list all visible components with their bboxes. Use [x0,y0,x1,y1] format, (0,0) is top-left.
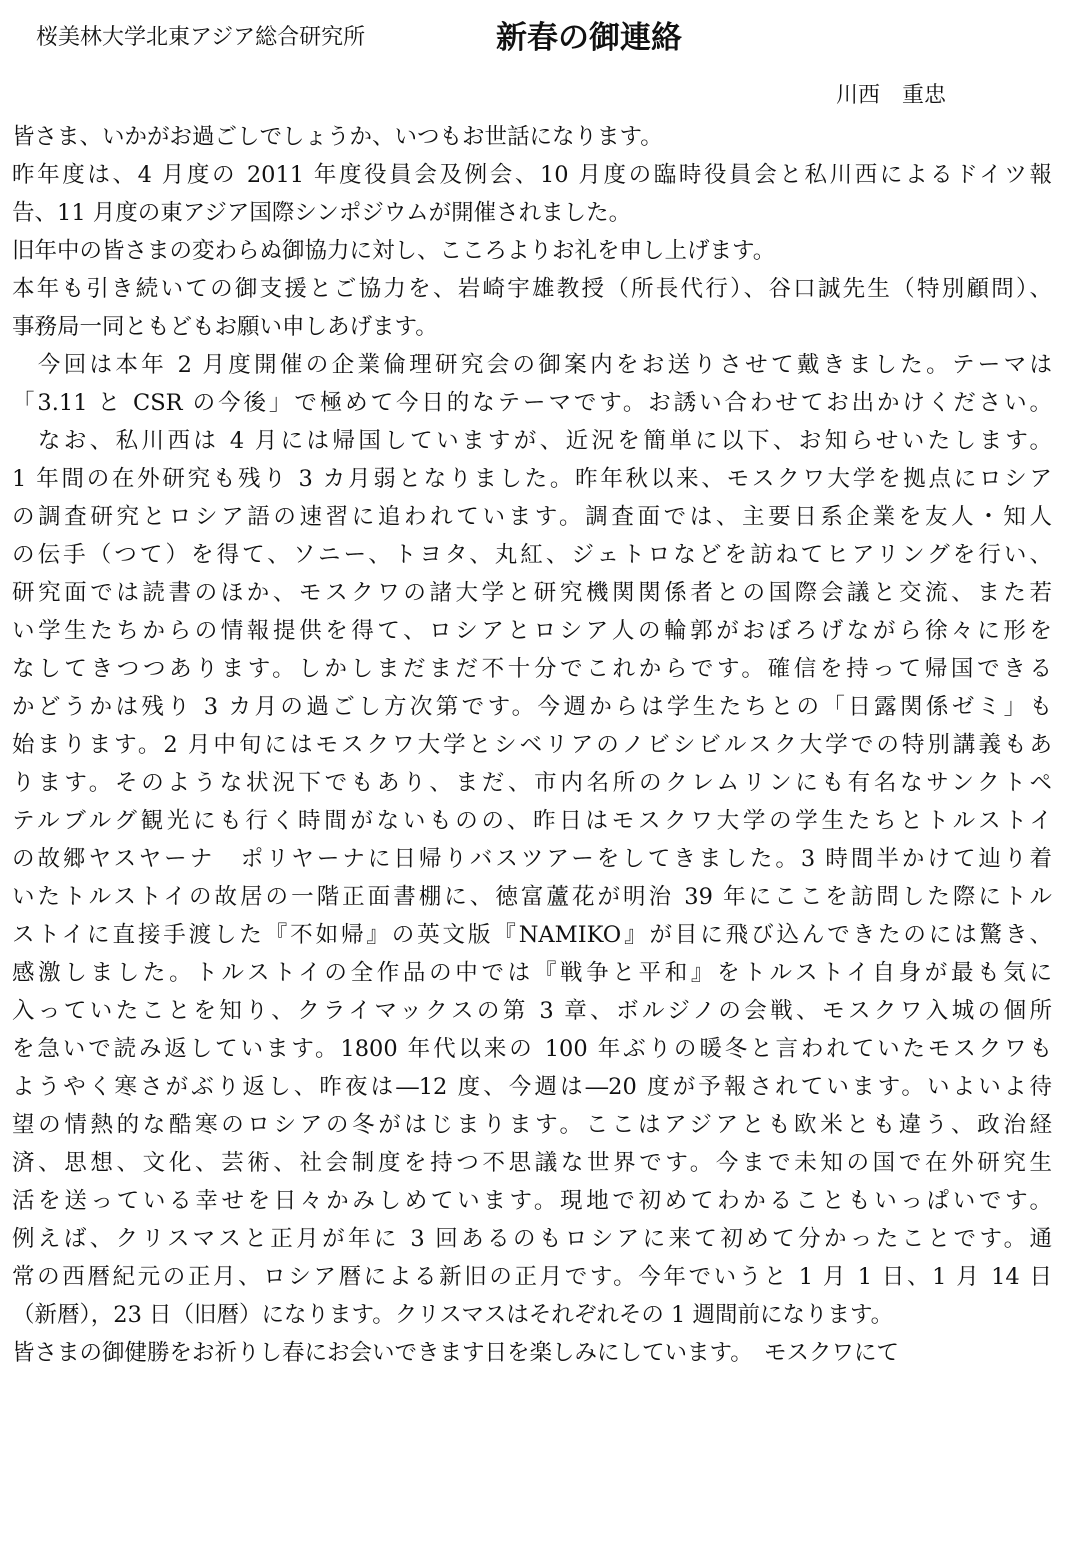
body-text-line: （新暦），23 日（旧暦）になります。クリスマスはそれぞれその 1 週間前になります。 [12,1302,894,1328]
author-name: 川西 重忠 [836,83,947,108]
body-text-line: 昨年度は、4 月度の 2011 年度役員会及例会、10 月度の臨時役員会と私川西によるドイツ報 [12,162,1052,188]
body-text-line: 感激しました。トルストイの全作品の中では『戦争と平和』をトルストイ自身が最も気に [12,960,1052,986]
body-text-line: 旧年中の皆さまの変わらぬ御協力に対し、こころよりお礼を申し上げます。 [12,238,776,264]
body-text-line: 研究面では読書のほか、モスクワの諸大学と研究機関関係者との国際会議と交流、また若 [12,580,1052,606]
body-text-line: 皆さまの御健勝をお祈りし春にお会いできます日を楽しみにしています。 モスクワにて [12,1340,899,1366]
document-body [12,118,1052,1372]
body-text-line: 今回は本年 2 月度開催の企業倫理研究会の御案内をお送りさせて戴きました。テーマは [12,352,1052,378]
body-text-line: テルブルグ観光にも行く時間がないものの、昨日はモスクワ大学の学生たちとトルストイ [12,808,1052,834]
body-text-line: ります。そのような状況下でもあり、まだ、市内名所のクレムリンにも有名なサンクトペ [12,770,1052,796]
body-text-line: 済、思想、文化、芸術、社会制度を持つ不思議な世界です。今まで未知の国で在外研究生 [12,1150,1052,1176]
body-text-line: 常の西暦紀元の正月、ロシア暦による新旧の正月です。今年でいうと 1 月 1 日、1 月 14 日 [12,1264,1052,1290]
body-text-line: ようやく寒さがぶり返し、昨夜は―12 度、今週は―20 度が予報されています。いよいよ待 [12,1074,1052,1100]
body-text-line: なお、私川西は 4 月には帰国していますが、近況を簡単に以下、お知らせいたします。 [12,428,1052,454]
body-text-line: 「3.11 と CSR の今後」で極めて今日的なテーマです。お誘い合わせてお出かけください。 [12,390,1052,416]
body-text-line: 事務局一同ともどもお願い申しあげます。 [12,314,438,340]
body-text-line: の調査研究とロシア語の速習に追われています。調査面では、主要日系企業を友人・知人 [12,504,1052,530]
body-text-line: 活を送っている幸せを日々かみしめています。現地で初めてわかることもいっぱいです。 [12,1188,1052,1214]
institute-name: 桜美林大学北東アジア総合研究所 [36,25,366,50]
body-text-line: 告、11 月度の東アジア国際シンポジウムが開催されました。 [12,200,632,226]
body-text-line: 始まります。2 月中旬にはモスクワ大学とシベリアのノビシビルスク大学での特別講義もあ [12,732,1052,758]
body-text-line: なしてきつつあります。しかしまだまだ不十分でこれからです。確信を持って帰国できる [12,656,1052,682]
body-text-line: かどうかは残り 3 カ月の過ごし方次第です。今週からは学生たちとの「日露関係ゼミ」も [12,694,1052,720]
body-text-line: 皆さま、いかがお過ごしでしょうか、いつもお世話になります。 [12,124,663,150]
body-text-line: 例えば、クリスマスと正月が年に 3 回あるのもロシアに来て初めて分かったことです。通 [12,1226,1052,1252]
document-title: 新春の御連絡 [496,20,682,56]
body-text-line: 1 年間の在外研究も残り 3 カ月弱となりました。昨年秋以来、モスクワ大学を拠点にロシア [12,466,1052,492]
body-text-line: を急いで読み返しています。1800 年代以来の 100 年ぶりの暖冬と言われていたモスクワも [12,1036,1052,1062]
body-text-line: 望の情熱的な酷寒のロシアの冬がはじまります。ここはアジアとも欧米とも違う、政治経 [12,1112,1052,1138]
document-header [36,14,1046,54]
body-text-line: いたトルストイの故居の一階正面書棚に、徳富蘆花が明治 39 年にここを訪問した際にトル [12,884,1052,910]
body-text-line: 入っていたことを知り、クライマックスの第 3 章、ボルジノの会戦、モスクワ入城の個所 [12,998,1052,1024]
body-text-line: い学生たちからの情報提供を得て、ロシアとロシア人の輪郭がおぼろげながら徐々に形を [12,618,1052,644]
body-text-line: ストイに直接手渡した『不如帰』の英文版『NAMIKO』が目に飛び込んできたのには驚き、 [12,922,1052,948]
body-text-line: 本年も引き続いての御支援とご協力を、岩崎宇雄教授（所長代行）、谷口誠先生（特別顧問）、 [12,276,1052,302]
body-text-line: の故郷ヤスヤーナ ポリヤーナに日帰りバスツアーをしてきました。3 時間半かけて辿り着 [12,846,1052,872]
body-text-line: の伝手（つて）を得て、ソニー、トヨタ、丸紅、ジェトロなどを訪ねてヒアリングを行い、 [12,542,1052,568]
